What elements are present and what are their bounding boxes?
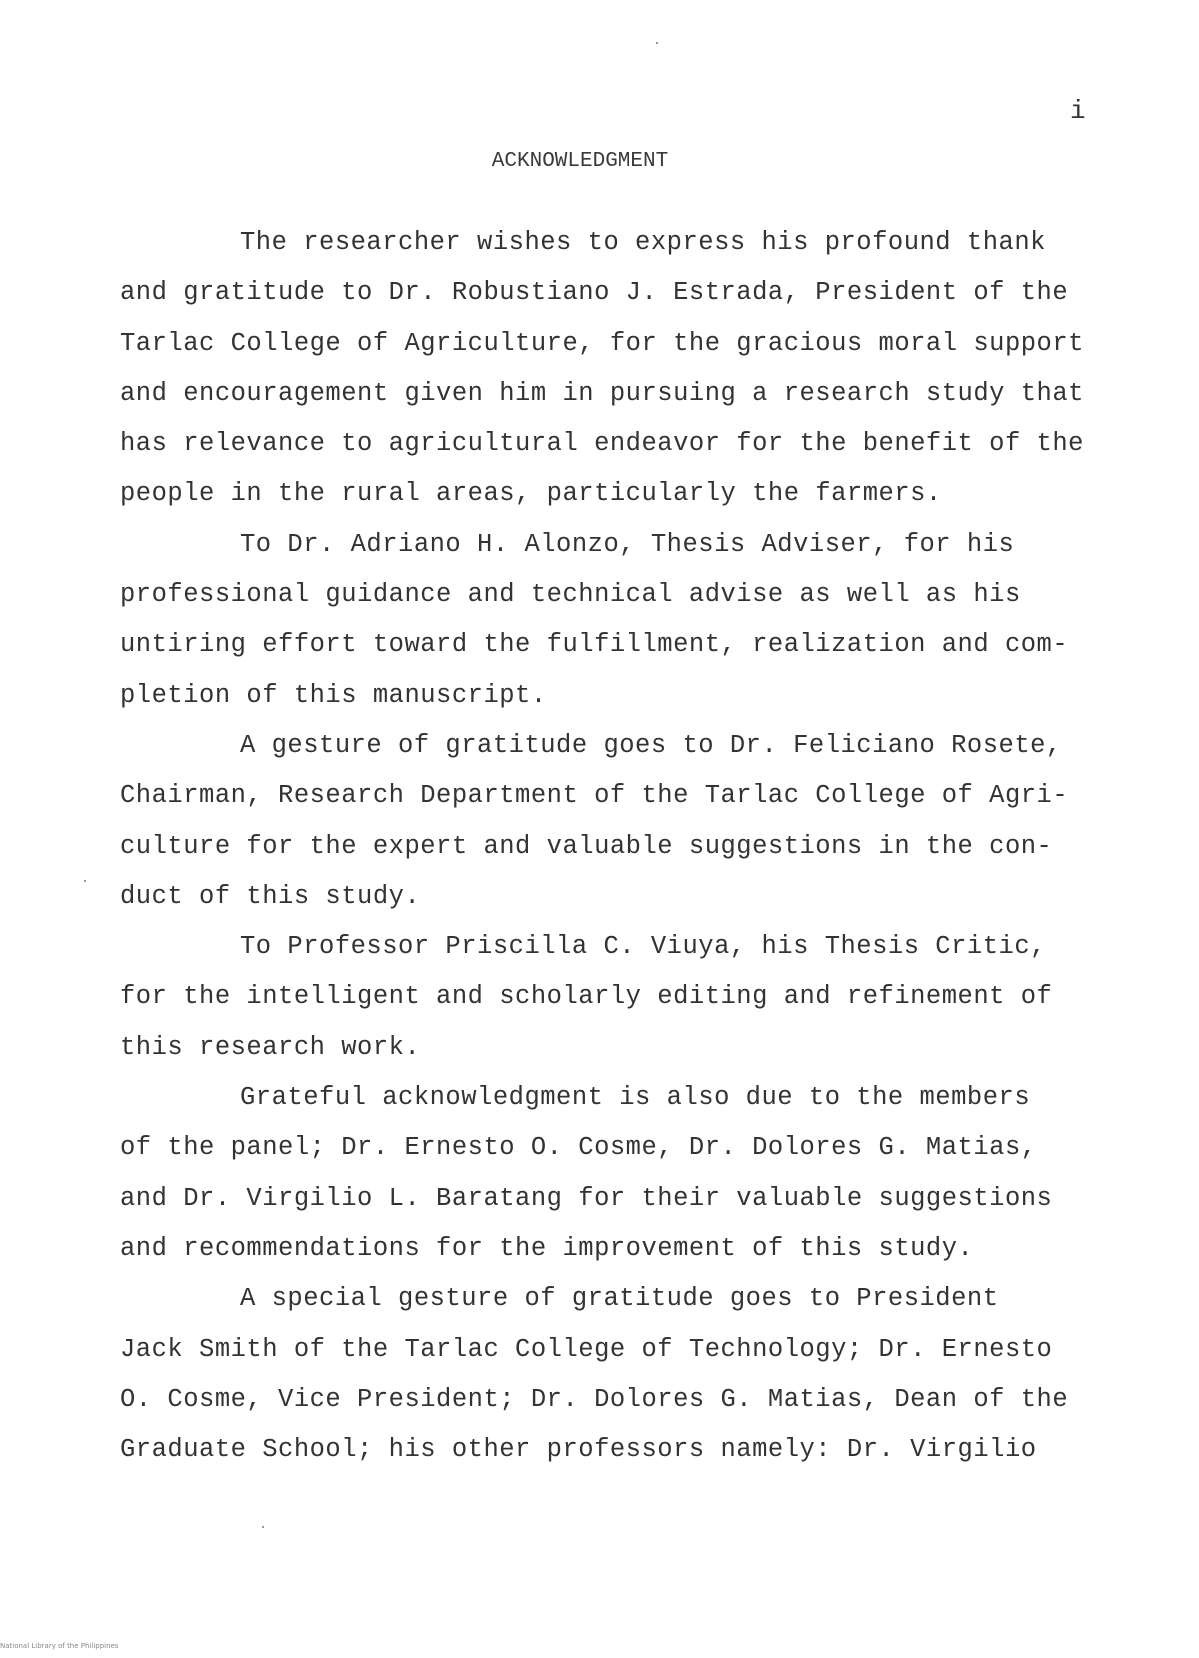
scan-speck: [262, 1526, 264, 1528]
text-line: and encouragement given him in pursuing a research study that: [120, 378, 1084, 408]
text-line: To Dr. Adriano H. Alonzo, Thesis Adviser, for his: [240, 529, 1015, 559]
text-line: duct of this study.: [120, 881, 421, 911]
text-line: To Professor Priscilla C. Viuya, his Thesis Critic,: [240, 932, 1046, 962]
scan-footer: National Library of the Philippines: [0, 1642, 119, 1650]
text-line: A special gesture of gratitude goes to President: [240, 1284, 999, 1314]
text-line: Jack Smith of the Tarlac College of Technology; Dr. Ernesto: [120, 1334, 1053, 1364]
page-title: ACKNOWLEDGMENT: [491, 150, 669, 173]
text-line: this research work.: [120, 1032, 421, 1062]
page-number: i: [1070, 96, 1086, 126]
text-line: and gratitude to Dr. Robustiano J. Estrada, President of the: [120, 278, 1069, 308]
text-line: culture for the expert and valuable suggestions in the con-: [120, 831, 1053, 861]
text-line: Graduate School; his other professors namely: Dr. Virgilio: [120, 1435, 1037, 1465]
text-line: O. Cosme, Vice President; Dr. Dolores G. Matias, Dean of the: [120, 1384, 1069, 1414]
text-line: A gesture of gratitude goes to Dr. Feliciano Rosete,: [240, 730, 1062, 760]
text-line: of the panel; Dr. Ernesto O. Cosme, Dr. Dolores G. Matias,: [120, 1133, 1037, 1163]
text-line: Chairman, Research Department of the Tarlac College of Agri-: [120, 781, 1069, 811]
text-line: Grateful acknowledgment is also due to the members: [240, 1083, 1031, 1113]
text-line: people in the rural areas, particularly the farmers.: [120, 479, 942, 509]
scan-speck: [656, 42, 658, 44]
text-line: has relevance to agricultural endeavor for the benefit of the: [120, 429, 1084, 459]
text-line: for the intelligent and scholarly editing and refinement of: [120, 982, 1053, 1012]
text-line: untiring effort toward the fulfillment, realization and com-: [120, 630, 1069, 660]
text-line: and recommendations for the improvement of this study.: [120, 1233, 974, 1263]
text-line: and Dr. Virgilio L. Baratang for their valuable suggestions: [120, 1183, 1053, 1213]
acknowledgment-body: [120, 218, 1084, 1475]
text-line: pletion of this manuscript.: [120, 680, 547, 710]
scan-speck: [84, 880, 86, 882]
text-line: professional guidance and technical advise as well as his: [120, 580, 1021, 610]
text-line: Tarlac College of Agriculture, for the gracious moral support: [120, 328, 1084, 358]
text-line: The researcher wishes to express his profound thank: [240, 228, 1046, 257]
